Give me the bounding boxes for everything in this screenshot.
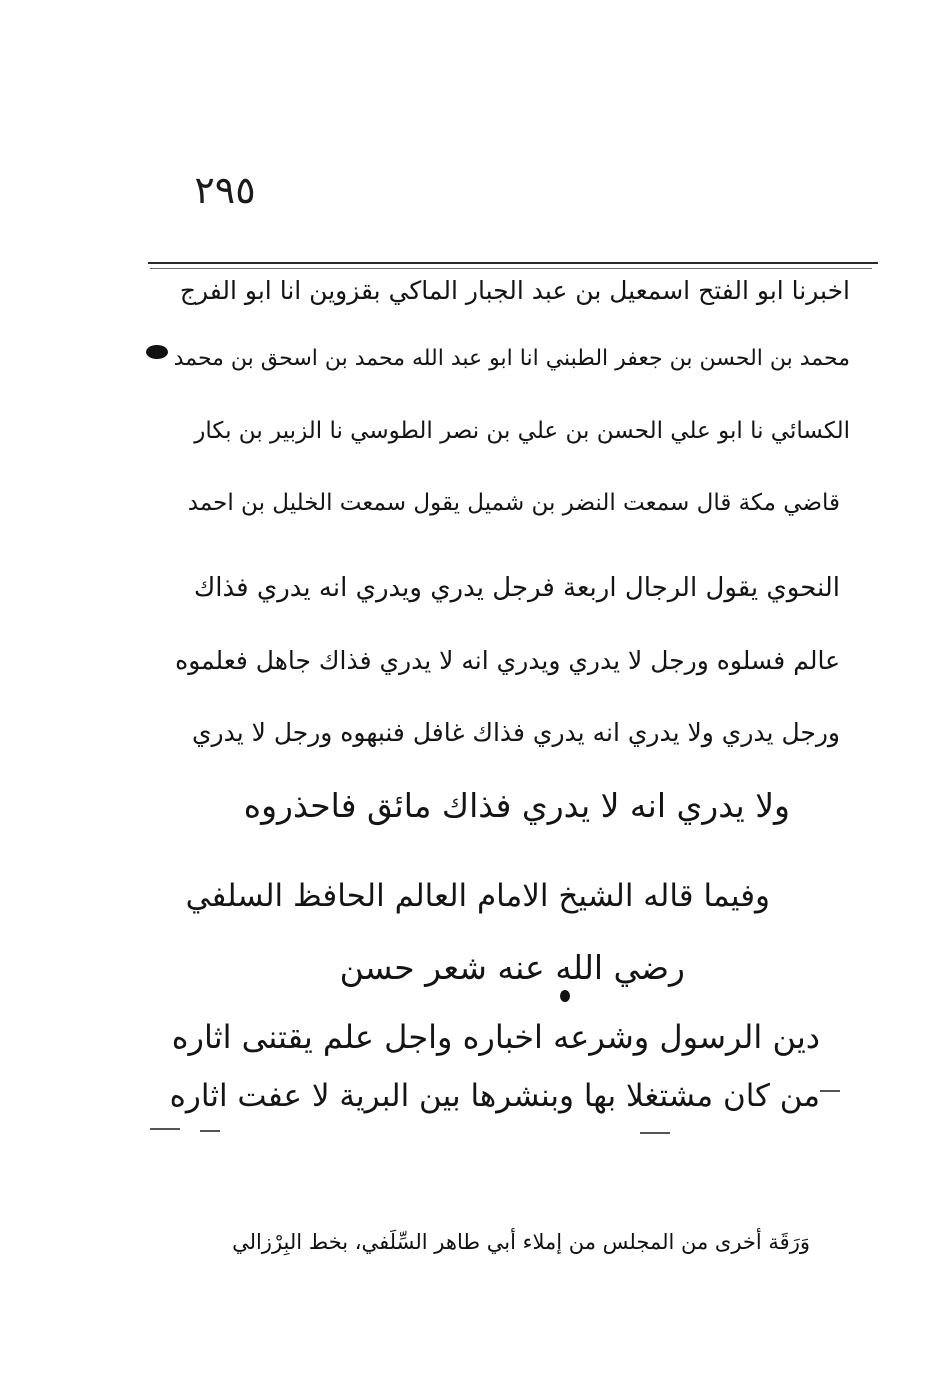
header-rule (148, 262, 878, 264)
folio-number: ٢٩٥ (194, 168, 256, 212)
manuscript-line: دين الرسول وشرعه اخباره واجل علم يقتنى اثاره (171, 1018, 820, 1056)
manuscript-line: ولا يدري انه لا يدري فذاك مائق فاحذروه (243, 786, 790, 825)
ink-blot (560, 990, 570, 1002)
manuscript-line: وفيما قاله الشيخ الامام العالم الحافظ السلفي (185, 878, 770, 914)
manuscript-line: محمد بن الحسن بن جعفر الطبني انا ابو عبد الله محمد بن اسحق بن محمد (173, 346, 850, 371)
scan-speck (820, 1090, 840, 1092)
manuscript-line: قاضي مكة قال سمعت النضر بن شميل يقول سمعت الخليل بن احمد (187, 490, 840, 516)
page-caption: وَرَقَة أخرى من المجلس من إملاء أبي طاهر السِّلَفي، بخط البِرْزالي (232, 1230, 810, 1254)
scan-speck (200, 1130, 220, 1132)
scan-speck (640, 1132, 670, 1134)
manuscript-line: من كان مشتغلا بها وبنشرها بين البرية لا عفت اثاره (169, 1078, 820, 1114)
manuscript-text-block (150, 268, 860, 1148)
manuscript-line: النحوي يقول الرجال اربعة فرجل يدري ويدري انه يدري فذاك (193, 573, 840, 603)
manuscript-line: الكسائي نا ابو علي الحسن بن علي بن نصر الطوسي نا الزبير بن بكار (194, 418, 850, 444)
ink-blot (146, 345, 168, 359)
scan-speck (150, 1128, 180, 1130)
manuscript-line: اخبرنا ابو الفتح اسمعيل بن عبد الجبار الماكي بقزوين انا ابو الفرج (179, 276, 850, 305)
manuscript-line: رضي الله عنه شعر حسن (339, 948, 685, 987)
manuscript-line: ورجل يدري ولا يدري انه يدري فذاك غافل فنبهوه ورجل لا يدري (191, 718, 840, 747)
manuscript-line: عالم فسلوه ورجل لا يدري ويدري انه لا يدري فذاك جاهل فعلموه (175, 646, 840, 675)
